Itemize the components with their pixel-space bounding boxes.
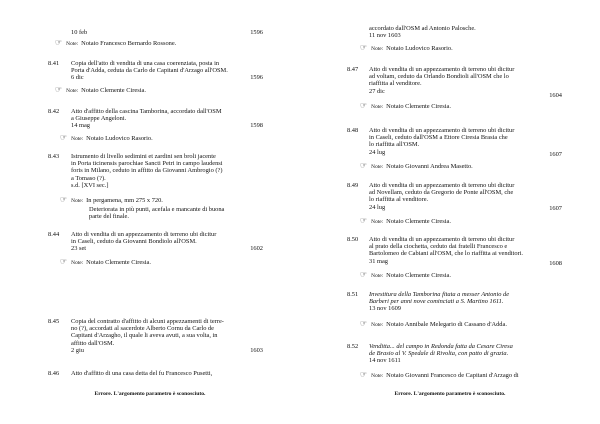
entry-text: Copia dell'atto di vendita di una casa coerenziata, posta in Porta d'Adda, ceduta da Carlo de Capitani d'Arzago all'OSM. 6 dic xyxy=(71,60,228,82)
top-fragment: accordato dall'OSM ad Antonio Palosche. 11 nov 1603 xyxy=(369,25,476,40)
entry-year: 1603 xyxy=(250,347,263,354)
entry-year: 1598 xyxy=(250,122,263,129)
pointing-hand-icon: ☞ xyxy=(60,195,68,204)
entry-text: Atto d'affitto di una casa detta del fu Francesco Pusetti, xyxy=(71,370,213,377)
entry-number: 8.43 xyxy=(48,153,60,160)
entry-text: Atto di vendita di un appezzamento di terreno ubi dicitur in Caseli, ceduto dall'OSM a Ettore Ciresia Brasia che lo riaffitta all'OSM. 24 lug xyxy=(369,127,515,156)
entry-number: 8.41 xyxy=(48,60,60,67)
entry-number: 8.52 xyxy=(347,343,359,350)
entry-note: ☞ Note: Notaio Ludovico Rasorio. xyxy=(60,133,153,142)
entry-number: 8.46 xyxy=(48,370,60,377)
right-page xyxy=(300,0,600,424)
pointing-hand-icon: ☞ xyxy=(360,216,368,225)
entry-text: Atto di vendita di un appezzamento di terreno ubi dicitur ad Novellam, ceduto da Gregorio de Ponte all'OSM, che lo riaffitta al venditore. 24 lug xyxy=(369,182,515,211)
entry-year: 1607 xyxy=(549,151,562,158)
entry-text: Atto d'affitto della cascina Tamborina, accordato dall'OSM a Giuseppe Angeloni. 14 mag xyxy=(71,108,222,130)
pointing-hand-icon: ☞ xyxy=(60,133,68,142)
entry-note: ☞ Note: Notaio Clemente Ciresia. xyxy=(360,270,451,279)
entry-note: ☞ Note: Notaio Annibale Melegario di Cassano d'Adda. xyxy=(360,319,507,328)
entry-number: 8.49 xyxy=(347,182,359,189)
pointing-hand-icon: ☞ xyxy=(360,101,368,110)
entry-note: ☞ Note: Notaio Ludovico Rasorio. xyxy=(360,43,453,52)
entry-note: ☞ Note: Notaio Clemente Ciresia. xyxy=(360,101,451,110)
entry-number: 8.45 xyxy=(48,318,60,325)
entry-text: Venditta... del campo in Redonda fatta da Cesare Ciresa de Brasio al V. Spedale di Rivolta, con patto di grazia. 14 nov 1611 xyxy=(369,343,513,365)
pointing-hand-icon: ☞ xyxy=(55,38,63,47)
entry-number: 8.44 xyxy=(48,231,60,238)
entry-year: 1604 xyxy=(549,92,562,99)
entry-text: Investitura della Tamborina fitata a messer Antonio de Barberi per anni nove cominciati a S. Martino 1611. 13 nov 1609 xyxy=(369,291,510,313)
entry-year: 1596 xyxy=(250,74,263,81)
entry-note: ☞ Note: In pergamena, mm 275 x 720. xyxy=(60,195,163,204)
entry-description: Deteriorata in più punti, acefala e mancante di buona parte del finale. xyxy=(89,206,225,221)
pointing-hand-icon: ☞ xyxy=(55,85,63,94)
entry-number: 8.51 xyxy=(347,291,359,298)
page-footer: Errore. L'argomento parametro è sconosciuto. xyxy=(394,391,506,397)
entry-year: 1596 xyxy=(250,29,263,36)
entry-text: Istrumento di livello sedimini et zardini sen broli jacente in Porta ticinensis parochiae Sancti Petri in campo laudensi foris in Milano, ceduto in affitto da Giovanni Ambrogio (?) a Tomaso (?). s.d. [XVI sec.] xyxy=(71,153,223,189)
entry-number: 8.50 xyxy=(347,236,359,243)
entry-year: 1602 xyxy=(250,245,263,252)
entry-number: 8.47 xyxy=(347,66,359,73)
pointing-hand-icon: ☞ xyxy=(360,161,368,170)
entry-text: Atto di vendita di un appezzamento di terreno ubi dicitur in Caseli, ceduto da Giovanni Bondiolo all'OSM. 23 set xyxy=(71,231,217,253)
entry-note: ☞ Note: Notaio Clemente Ciresia. xyxy=(360,216,451,225)
top-fragment xyxy=(71,29,263,36)
pointing-hand-icon: ☞ xyxy=(360,370,368,379)
entry-note: ☞ Note: Notaio Giovanni Andrea Masetto. xyxy=(360,161,473,170)
entry-number: 8.48 xyxy=(347,127,359,134)
entry-text: Copia del contratto d'affitto di alcuni appezzamenti di terre- no (?), accordati al sacerdote Alberto Cornu da Carlo de Capitani d'Arzagho, il quale li aveva avuti, a sua volta, in affitto dall'OSM. 2 giu xyxy=(71,318,224,354)
entry-text: Atto di vendita di un appezzamento di terreno ubi dicitur al prato della ciochetta, ceduto dai fratelli Francesco e Bartolomeo de Cabiani all'OSM, che lo riaffitta ai venditori. 31 mag xyxy=(369,236,524,265)
entry-note: ☞ Note: Notaio Giovanni Francesco de Capitani d'Arzago di xyxy=(360,370,519,379)
entry-text: Atto di vendita di un appezzamento di terreno ubi dicitur ad voltam, ceduto da Orlando Bondioli all'OSM che lo riaffitta al venditore. 27 dic xyxy=(369,66,515,95)
entry-number: 8.42 xyxy=(48,108,60,115)
entry-note: ☞ Note: Notaio Clemente Ciresia. xyxy=(60,257,151,266)
entry-note: ☞ Note: Notaio Francesco Bernardo Rossone. xyxy=(55,38,177,47)
entry-year: 1607 xyxy=(549,205,562,212)
pointing-hand-icon: ☞ xyxy=(360,319,368,328)
pointing-hand-icon: ☞ xyxy=(360,270,368,279)
pointing-hand-icon: ☞ xyxy=(60,257,68,266)
page-footer: Errore. L'argomento parametro è sconosciuto. xyxy=(94,391,206,397)
entry-date: 10 feb xyxy=(71,29,88,36)
pointing-hand-icon: ☞ xyxy=(360,43,368,52)
entry-year: 1608 xyxy=(549,260,562,267)
entry-note: ☞ Note: Notaio Clemente Ciresia. xyxy=(55,85,146,94)
